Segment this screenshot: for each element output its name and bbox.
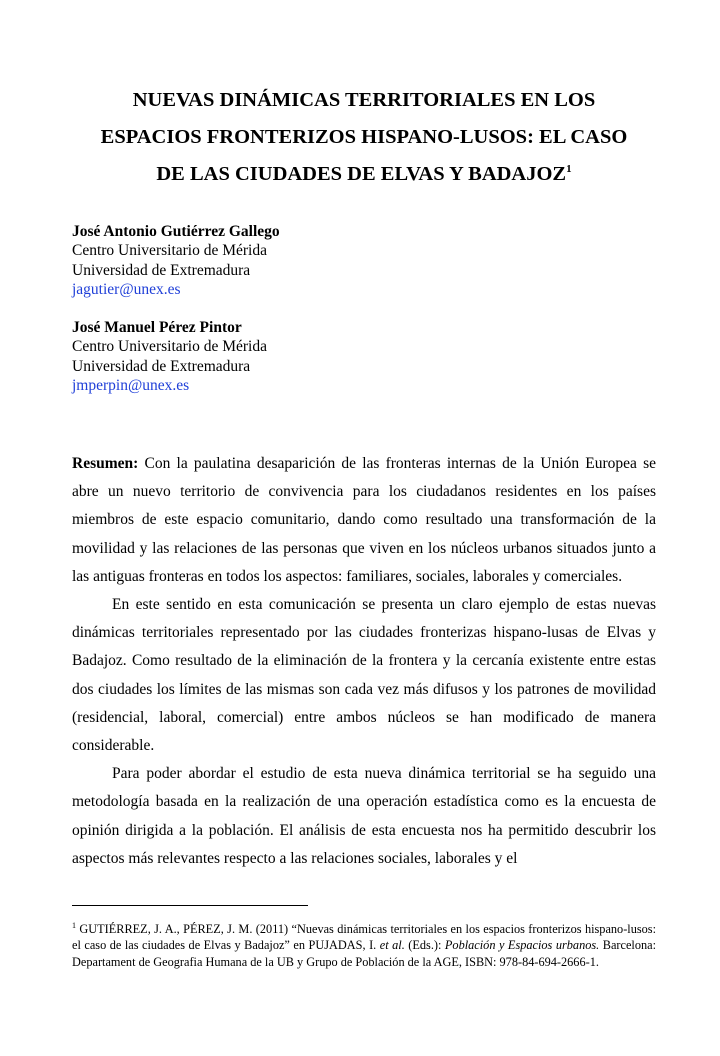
author-university: Universidad de Extremadura xyxy=(72,357,251,375)
footnote-et-al: et al. xyxy=(379,938,405,953)
abstract xyxy=(72,450,656,873)
author-affiliation: Centro Universitario de Mérida xyxy=(72,242,267,260)
title-line-3 xyxy=(72,156,656,193)
title-footnote-mark[interactable]: 1 xyxy=(566,163,572,176)
title-line-1: NUEVAS DINÁMICAS TERRITORIALES EN LOS xyxy=(132,89,596,111)
abstract-label: Resumen: xyxy=(72,455,139,472)
footnote-text-3: Barcelona: Departament de Geografia Humana de la UB y Grupo de Población de la AGE, ISBN: 978-84-694-2666-1. xyxy=(72,938,656,969)
title-line-3-text: DE LAS CIUDADES DE ELVAS Y BADAJOZ xyxy=(156,163,567,185)
paper-title xyxy=(72,82,656,193)
footnote xyxy=(72,921,656,970)
footnote-mark: 1 xyxy=(72,920,76,930)
footnote-text-2: (Eds.): xyxy=(404,938,445,953)
author-block-1 xyxy=(72,222,656,299)
author-university: Universidad de Extremadura xyxy=(72,261,251,279)
author-name: José Antonio Gutiérrez Gallego xyxy=(72,223,280,240)
abstract-paragraph-1-text: Con la paulatina desaparición de las fronteras internas de la Unión Europea se abre un nuevo territorio de convivencia para los ciudadanos residentes en los países miembros de este espacio comunitario, dando como resultado una transformación de la movilidad y las relaciones de las personas que viven en los núcleos urbanos situados junto a las antiguas fronteras en todos los aspectos: familiares, sociales, laborales y comerciales. xyxy=(72,455,656,585)
footnote-text-1: GUTIÉRREZ, J. A., PÉREZ, J. M. (2011) “Nuevas dinámicas territoriales en los espacios fronterizos hispano-lusos: el caso de las ciudades de Elvas y Badajoz” en PUJADAS, I. xyxy=(72,922,656,953)
abstract-paragraph-3: Para poder abordar el estudio de esta nueva dinámica territorial se ha seguido una metodología basada en la realización de una operación estadística como es la encuesta de opinión dirigida a la población. El análisis de esta encuesta nos ha permitido descubrir los aspectos más relevantes respecto a las relaciones sociales, laborales y el xyxy=(72,765,656,867)
author-block-2 xyxy=(72,318,656,395)
title-line-2: ESPACIOS FRONTERIZOS HISPANO-LUSOS: EL CASO xyxy=(100,126,628,148)
author-name: José Manuel Pérez Pintor xyxy=(72,319,242,336)
footnote-separator xyxy=(72,905,308,906)
author-email-link[interactable]: jmperpin@unex.es xyxy=(72,376,190,394)
abstract-paragraph-2: En este sentido en esta comunicación se presenta un claro ejemplo de estas nuevas dinámicas territoriales representado por las ciudades fronterizas hispano-lusas de Elvas y Badajoz. Como resultado de la eliminación de la frontera y la cercanía existente entre estas dos ciudades los límites de las mismas son cada vez más difusos y los patrones de movilidad (residencial, laboral, comercial) entre ambos núcleos se han modificado de manera considerable. xyxy=(72,596,656,755)
author-affiliation: Centro Universitario de Mérida xyxy=(72,338,267,356)
author-email-link[interactable]: jagutier@unex.es xyxy=(72,280,181,298)
abstract-paragraph-1 xyxy=(72,450,656,591)
footnote-book-title: Población y Espacios urbanos. xyxy=(444,938,600,953)
